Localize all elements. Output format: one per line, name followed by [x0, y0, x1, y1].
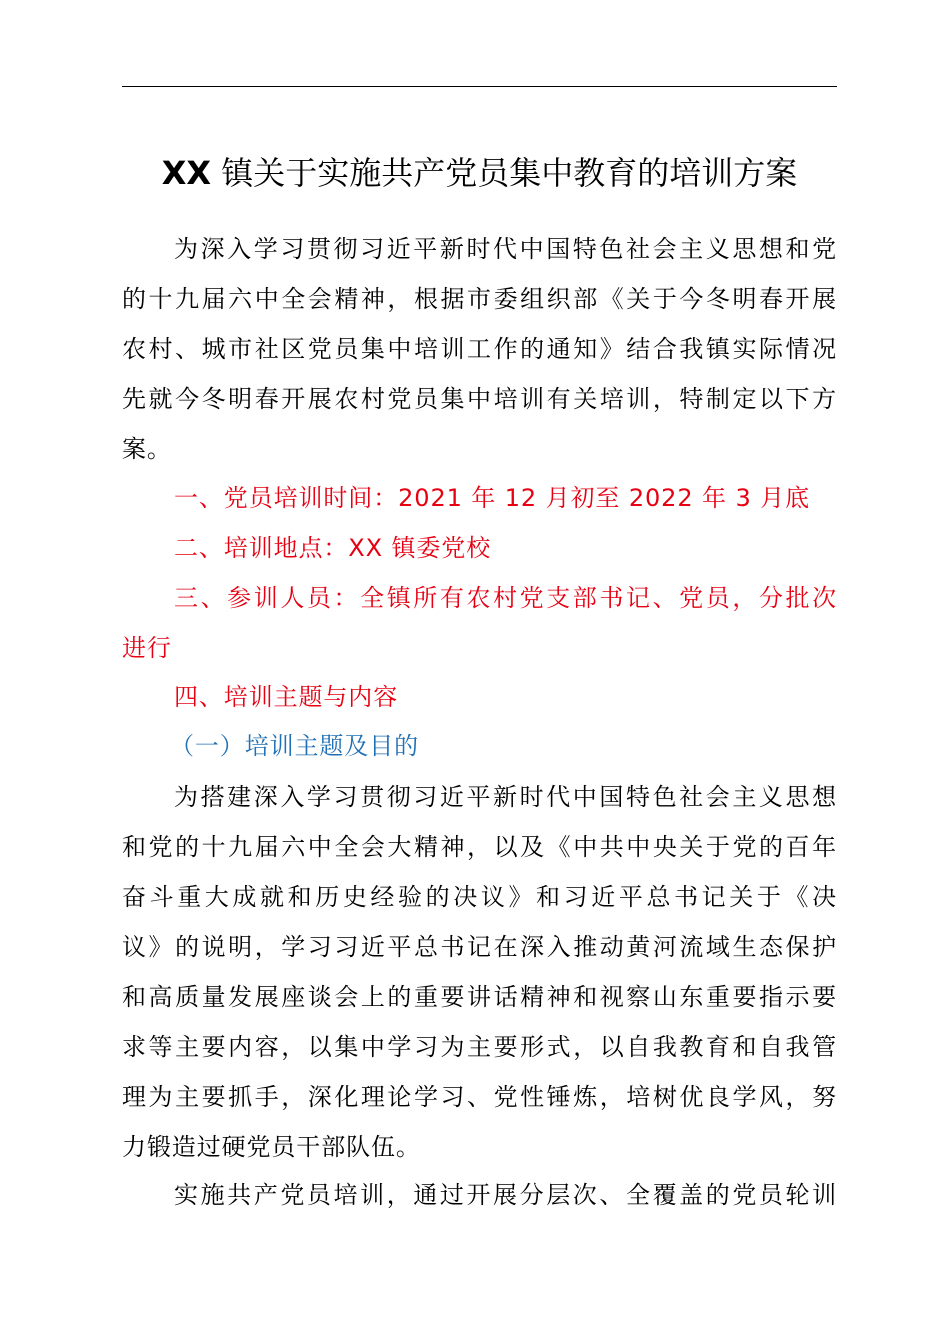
- title-prefix: XX: [161, 154, 212, 192]
- section-4-heading: 四、培训主题与内容: [174, 683, 399, 711]
- section-3-line: 三、参训人员：全镇所有农村党支部书记、党员，分批次: [174, 584, 837, 612]
- section-3-line: 进行: [122, 634, 172, 662]
- purpose-line: 议》的说明，学习习近平总书记在深入推动黄河流域生态保护: [122, 933, 837, 961]
- intro-line: 案。: [122, 435, 172, 463]
- intro-line: 为深入学习贯彻习近平新时代中国特色社会主义思想和党: [174, 235, 837, 263]
- intro-line: 的十九届六中全会精神，根据市委组织部《关于今冬明春开展: [122, 285, 837, 313]
- intro-line: 农村、城市社区党员集中培训工作的通知》结合我镇实际情况: [122, 335, 837, 363]
- section-2-heading: 二、培训地点：XX 镇委党校: [174, 534, 492, 562]
- purpose-line: 为搭建深入学习贯彻习近平新时代中国特色社会主义思想: [174, 783, 837, 811]
- purpose-line: 求等主要内容，以集中学习为主要形式，以自我教育和自我管: [122, 1033, 837, 1061]
- purpose-line: 力锻造过硬党员干部队伍。: [122, 1133, 421, 1161]
- subsection-1-heading: （一）培训主题及目的: [170, 732, 419, 760]
- section-1-heading: 一、党员培训时间：2021 年 12 月初至 2022 年 3 月底: [174, 484, 810, 512]
- purpose-line: 和党的十九届六中全会大精神，以及《中共中央关于党的百年: [122, 833, 837, 861]
- purpose-line: 和高质量发展座谈会上的重要讲话精神和视察山东重要指示要: [122, 983, 837, 1011]
- implementation-paragraph: [122, 1170, 837, 1220]
- purpose-line: 奋斗重大成就和历史经验的决议》和习近平总书记关于《决: [122, 883, 837, 911]
- header-rule: [122, 86, 837, 87]
- intro-paragraph: [122, 224, 837, 474]
- purpose-line: 理为主要抓手，深化理论学习、党性锤炼，培树优良学风，努: [122, 1083, 837, 1111]
- page-title: [122, 148, 837, 198]
- title-text: 镇关于实施共产党员集中教育的培训方案: [221, 154, 798, 192]
- intro-line: 先就今冬明春开展农村党员集中培训有关培训，特制定以下方: [122, 385, 837, 413]
- section-3-heading: [122, 573, 837, 673]
- implementation-line: 实施共产党员培训，通过开展分层次、全覆盖的党员轮训: [174, 1181, 837, 1209]
- purpose-paragraph: [122, 772, 837, 1172]
